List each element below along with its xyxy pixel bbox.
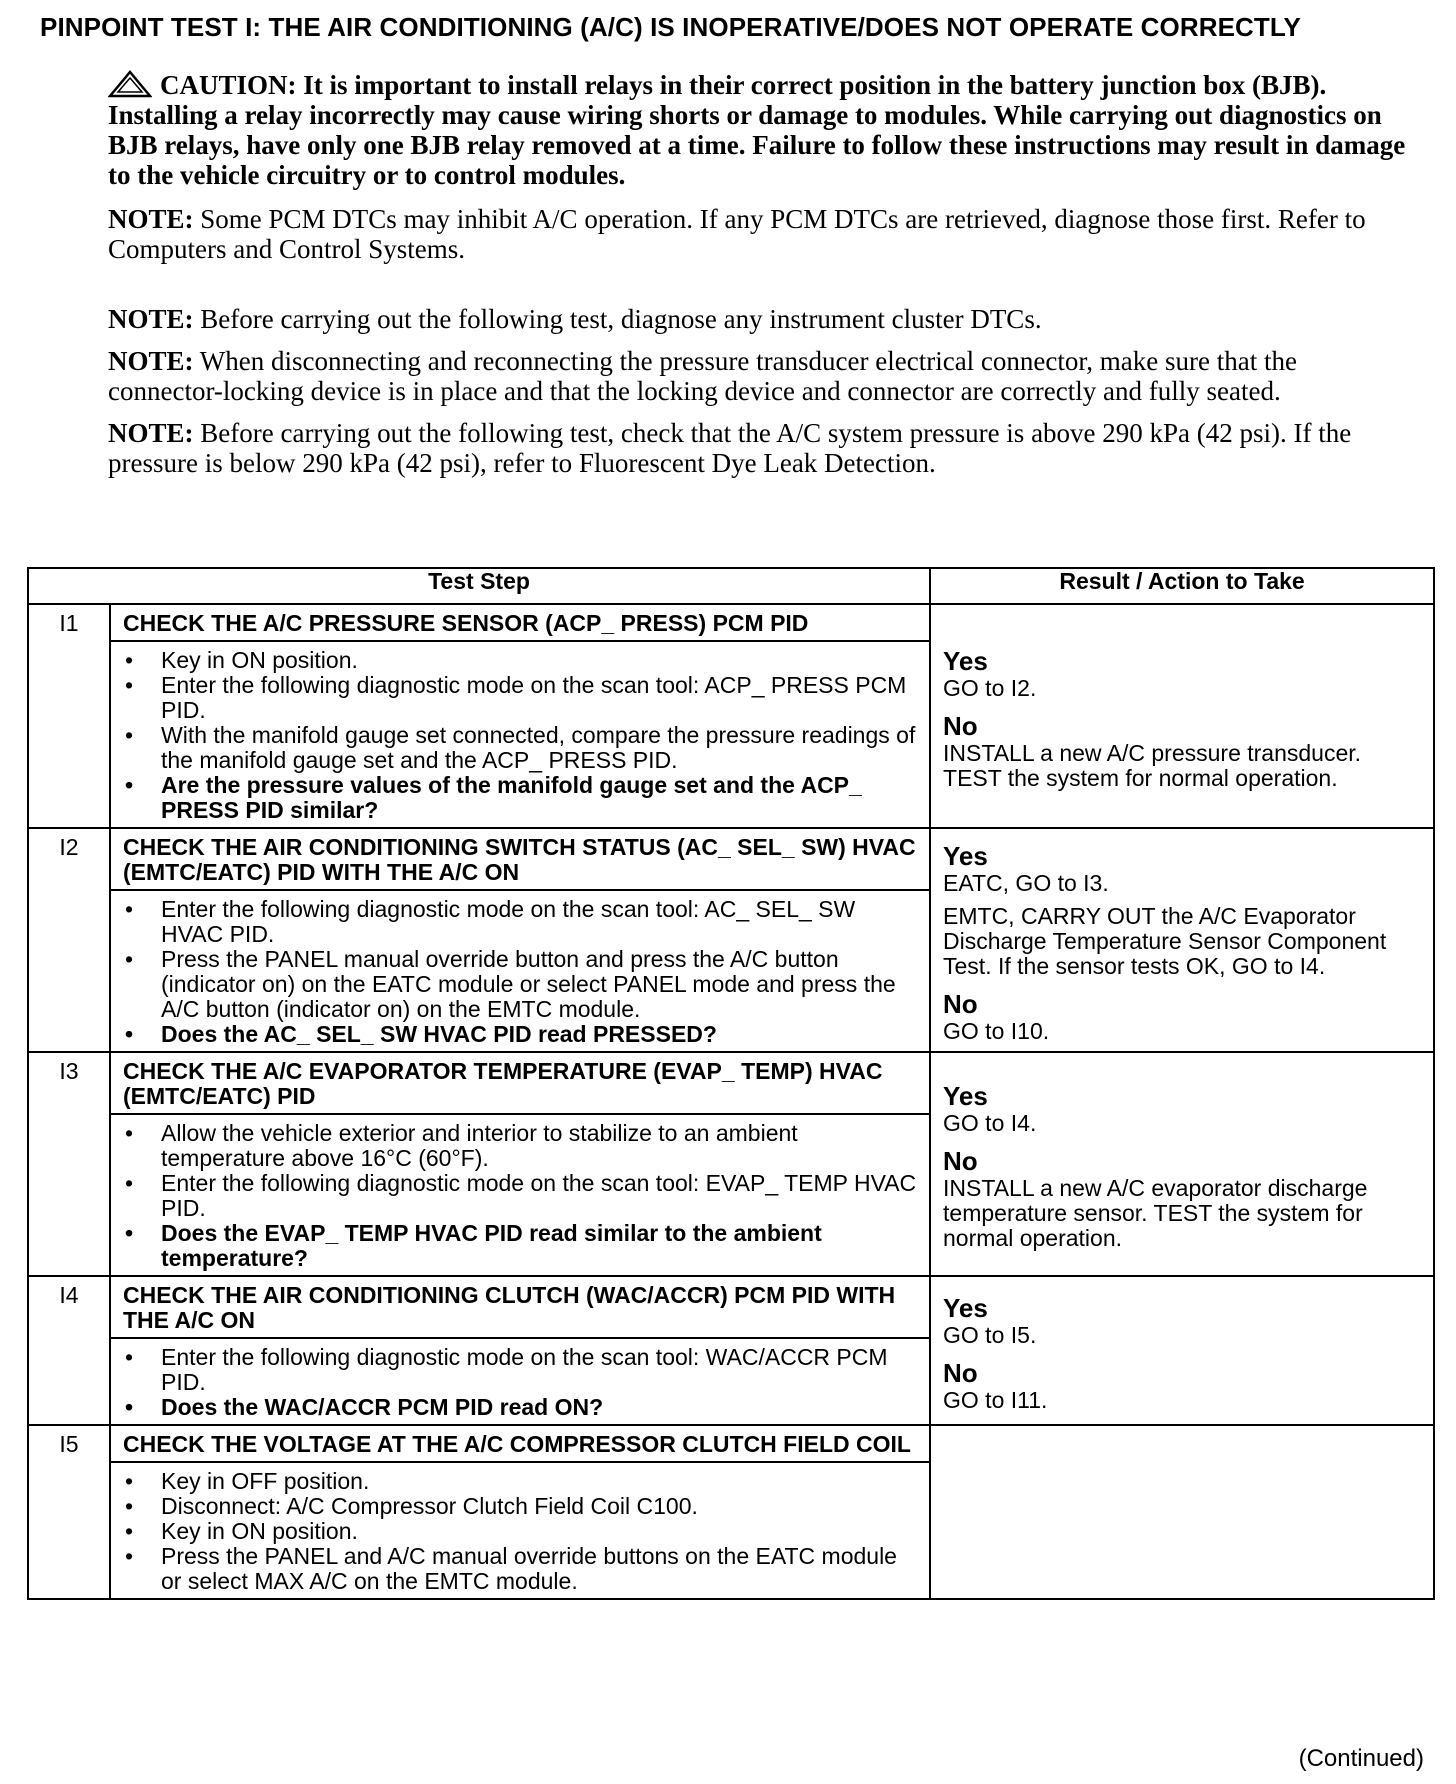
step-number: I2 (28, 828, 110, 1052)
step-question: • Are the pressure values of the manifold gauge set and the ACP_ PRESS PID similar? (123, 773, 919, 823)
step-heading: CHECK THE A/C EVAPORATOR TEMPERATURE (EVAP_ TEMP) HVAC (EMTC/EATC) PID (110, 1052, 930, 1114)
step-number: I4 (28, 1276, 110, 1425)
note-text: Before carrying out the following test, diagnose any instrument cluster DTCs. (193, 304, 1042, 334)
result-no-label: No (943, 1146, 978, 1176)
result-yes-label: Yes (943, 645, 988, 676)
step-result (930, 1052, 1434, 1276)
warning-triangle-icon (108, 70, 152, 98)
table-header-row (28, 568, 1434, 604)
note-text: When disconnecting and reconnecting the pressure transducer electrical connector, make sure that the connector-locking device is in place and that the locking device and connector are correctly and fully seated. (108, 346, 1297, 406)
continued-label: (Continued) (1298, 1745, 1424, 1772)
note-label: NOTE: (108, 304, 194, 334)
step-heading-row (28, 1276, 1434, 1338)
step-heading-row (28, 828, 1434, 890)
result-no-action: GO to I11. (943, 1386, 1048, 1413)
step-question: • Does the WAC/ACCR PCM PID read ON? (123, 1395, 919, 1420)
step-heading: CHECK THE VOLTAGE AT THE A/C COMPRESSOR CLUTCH FIELD COIL (110, 1425, 930, 1462)
step-instructions (110, 1338, 930, 1425)
instruction-item: • Enter the following diagnostic mode on the scan tool: AC_ SEL_ SW HVAC PID. (123, 897, 919, 947)
step-heading-row (28, 1052, 1434, 1114)
note-label: NOTE: (108, 204, 194, 234)
instruction-item: • Press the PANEL manual override button and press the A/C button (indicator on) on the EATC module or select PANEL mode and press the A/C button (indicator on) on the EMTC module. (123, 947, 919, 1022)
step-result (930, 828, 1434, 1052)
note-1 (108, 204, 1408, 264)
instruction-list (123, 1469, 919, 1594)
header-result-action: Result / Action to Take (930, 568, 1434, 604)
note-text: Before carrying out the following test, check that the A/C system pressure is above 290 kPa (42 psi). If the pressure is below 290 kPa (42 psi), refer to Fluorescent Dye Leak Detection. (108, 418, 1352, 478)
instruction-item: • Enter the following diagnostic mode on the scan tool: ACP_ PRESS PCM PID. (123, 673, 919, 723)
step-instructions (110, 1462, 930, 1599)
step-result (930, 604, 1434, 828)
step-number: I5 (28, 1425, 110, 1599)
instruction-item: • Disconnect: A/C Compressor Clutch Field Coil C100. (123, 1494, 919, 1519)
result-no-label: No (943, 1357, 978, 1388)
note-label: NOTE: (108, 418, 194, 448)
note-3 (108, 346, 1408, 406)
table-body (28, 604, 1434, 1599)
step-instructions (110, 890, 930, 1052)
instruction-item: • Key in ON position. (123, 648, 919, 673)
result-yes-action: EATC, GO to I3. (943, 869, 1109, 896)
result-no-label: No (943, 988, 978, 1019)
result-yes-label: Yes (943, 1292, 988, 1323)
instruction-item: • Press the PANEL and A/C manual override buttons on the EATC module or select MAX A/C on the EMTC module. (123, 1544, 919, 1594)
result-yes-action: GO to I2. (943, 674, 1037, 701)
step-heading: CHECK THE A/C PRESSURE SENSOR (ACP_ PRESS) PCM PID (110, 604, 930, 641)
step-instructions (110, 641, 930, 828)
instruction-item: • Key in OFF position. (123, 1469, 919, 1494)
instruction-list (123, 648, 919, 823)
note-4 (108, 418, 1408, 478)
pinpoint-test-table (27, 567, 1435, 1600)
note-label: NOTE: (108, 346, 194, 376)
step-result (930, 1276, 1434, 1425)
step-result (930, 1425, 1434, 1599)
note-text: Some PCM DTCs may inhibit A/C operation. If any PCM DTCs are retrieved, diagnose those first. Refer to Computers and Control Systems. (108, 204, 1366, 264)
instruction-item: • Key in ON position. (123, 1519, 919, 1544)
caution-text: CAUTION: It is important to install relays in their correct position in the battery junction box (BJB). Installing a relay incorrectly may cause wiring shorts or damage to modules. While carrying out diagnostics on BJB relays, have only one BJB relay removed at a time. Failure to follow these instructions may result in damage to the vehicle circuitry or to control modules. (108, 70, 1406, 190)
page-title: PINPOINT TEST I: THE AIR CONDITIONING (A/C) IS INOPERATIVE/DOES NOT OPERATE CORRECTLY (40, 12, 1301, 42)
result-yes-label: Yes (943, 1081, 988, 1111)
instruction-item: • With the manifold gauge set connected, compare the pressure readings of the manifold gauge set and the ACP_ PRESS PID. (123, 723, 919, 773)
step-question: • Does the AC_ SEL_ SW HVAC PID read PRESSED? (123, 1022, 919, 1047)
step-heading-row (28, 604, 1434, 641)
result-yes-action: GO to I4. (943, 1110, 1037, 1136)
result-no-action: INSTALL a new A/C evaporator discharge temperature sensor. TEST the system for normal operation. (943, 1175, 1368, 1251)
note-2 (108, 304, 1408, 334)
step-heading: CHECK THE AIR CONDITIONING SWITCH STATUS (AC_ SEL_ SW) HVAC (EMTC/EATC) PID WITH THE A/C ON (110, 828, 930, 890)
instruction-list (123, 1121, 919, 1271)
result-yes-action: EMTC, CARRY OUT the A/C Evaporator Discharge Temperature Sensor Component Test. If the sensor tests OK, GO to I4. (943, 902, 1387, 979)
step-heading-row (28, 1425, 1434, 1462)
step-heading: CHECK THE AIR CONDITIONING CLUTCH (WAC/ACCR) PCM PID WITH THE A/C ON (110, 1276, 930, 1338)
header-test-step: Test Step (28, 568, 930, 604)
notes-section (108, 70, 1408, 490)
step-instructions (110, 1114, 930, 1276)
instruction-item: • Allow the vehicle exterior and interior to stabilize to an ambient temperature above 16°C (60°F). (123, 1121, 919, 1171)
step-question: • Does the EVAP_ TEMP HVAC PID read similar to the ambient temperature? (123, 1221, 919, 1271)
instruction-list (123, 897, 919, 1047)
step-number: I1 (28, 604, 110, 828)
instruction-item: • Enter the following diagnostic mode on the scan tool: WAC/ACCR PCM PID. (123, 1345, 919, 1395)
result-yes-action: GO to I5. (943, 1321, 1037, 1348)
caution-block (108, 70, 1408, 190)
instruction-item: • Enter the following diagnostic mode on the scan tool: EVAP_ TEMP HVAC PID. (123, 1171, 919, 1221)
result-no-action: INSTALL a new A/C pressure transducer. TEST the system for normal operation. (943, 739, 1362, 791)
result-yes-label: Yes (943, 840, 988, 871)
step-number: I3 (28, 1052, 110, 1276)
instruction-list (123, 1345, 919, 1420)
result-no-action: GO to I10. (943, 1017, 1050, 1044)
result-no-label: No (943, 710, 978, 741)
